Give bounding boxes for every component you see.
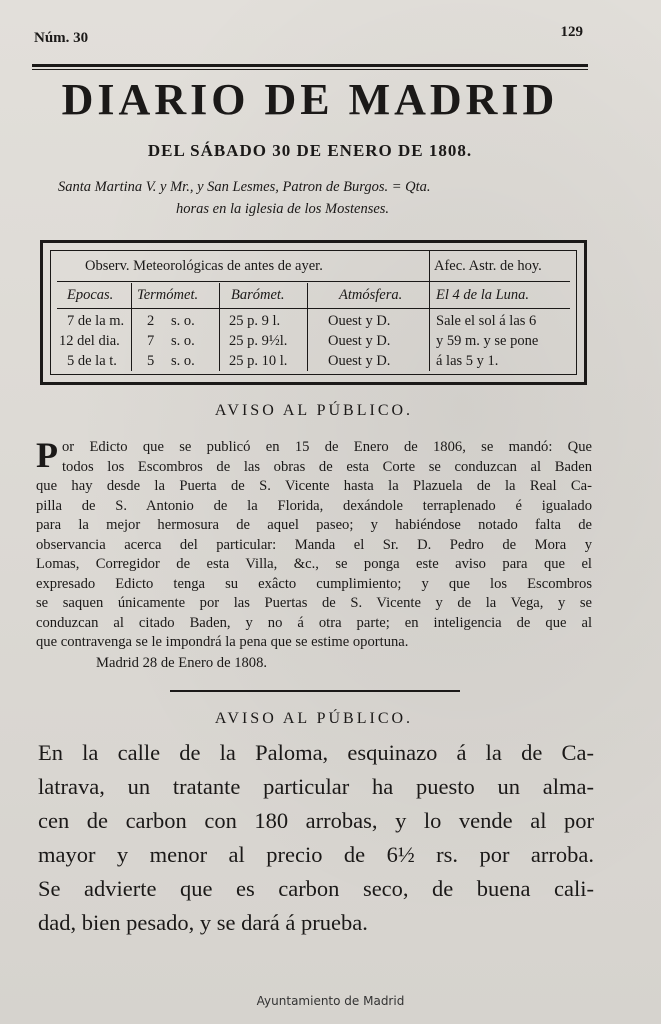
meteo-col-divider-3: [307, 283, 308, 371]
meteo-header-epocas: Epocas.: [67, 287, 114, 303]
aviso-1-line-10: conduzcan al citado Baden, y no á otra parte; en inteligencia de que al: [36, 614, 592, 631]
aviso-1-line-3: que hay desde la Puerta de S. Vicente hasta la Plazuela de la Real Ca-: [36, 478, 592, 494]
aviso-1-body: [36, 435, 592, 653]
source-attribution: Ayuntamiento de Madrid: [256, 994, 405, 1008]
saints-line-2: horas en la iglesia de los Mostenses.: [176, 201, 390, 217]
masthead-title: DIARIO DE MADRID: [61, 75, 559, 124]
aviso-1-line-9: se saquen únicamente por las Puertas de S. Vicente y de la Vega, y se: [36, 595, 592, 611]
meteo-table: [40, 240, 587, 385]
meteo-row-2-epoca: 12 del dia.: [59, 333, 120, 349]
meteo-row-1-epoca: 7 de la m.: [67, 313, 125, 329]
aviso-2-line-3: cen de carbon con 180 arrobas, y lo vende al por: [38, 808, 594, 833]
top-rule-thin: [32, 69, 588, 70]
meteo-row-3-barom: 25 p. 10 l.: [229, 353, 288, 369]
section-divider: [170, 690, 460, 692]
aviso-2-line-4: mayor y menor al precio de 6½ rs. por arroba.: [38, 842, 594, 867]
meteo-row-1-term-unit: s. o.: [171, 313, 195, 329]
aviso-2-body: [38, 736, 594, 940]
aviso-2-line-1: En la calle de la Paloma, esquinazo á la de Ca-: [38, 740, 594, 765]
meteo-header-barometro: Barómet.: [231, 287, 285, 303]
meteo-table-inner-border: [50, 250, 577, 375]
aviso-1-dropcap: P: [36, 435, 58, 475]
astro-line-2: y 59 m. y se pone: [436, 333, 539, 349]
saints-line-1: Santa Martina V. y Mr., y San Lesmes, Patron de Burgos. = Qta.: [58, 179, 431, 195]
aviso-2-line-2: latrava, un tratante particular ha puesto un alma-: [38, 774, 594, 799]
aviso-1-line-8: expresado Edicto tenga su exâcto cumplimiento; y que los Escombros: [36, 575, 592, 592]
meteo-row-3-epoca: 5 de la t.: [67, 353, 117, 369]
meteo-row-2-term-val: 7: [147, 333, 155, 349]
meteo-title-right: Afec. Astr. de hoy.: [434, 258, 542, 274]
meteo-header-termometro: Termómet.: [137, 287, 199, 303]
aviso-1-line-7: Lomas, Corregidor de esta Villa, &c., se ponga este aviso para que el: [36, 556, 592, 572]
meteo-row-3-term-unit: s. o.: [171, 353, 195, 369]
top-rule-thick: [32, 64, 588, 67]
aviso-2-line-5: Se advierte que es carbon seco, de buena cali-: [38, 876, 594, 901]
aviso-1-line-4: pilla de S. Antonio de la Florida, dexándole terraplenado é igualado: [36, 497, 592, 514]
aviso-1-line-11: que contravenga se le impondrá la pena que se estime oportuna.: [36, 634, 409, 650]
astro-line-3: á las 5 y 1.: [436, 353, 499, 369]
aviso-2-line-6: dad, bien pesado, y se dará á prueba.: [38, 910, 368, 935]
aviso-1-line-2: todos los Escombros de las obras de esta Corte se conduzcan al Baden: [62, 458, 592, 475]
meteo-row-3-atmos: Ouest y D.: [328, 353, 391, 369]
meteo-row-2-atmos: Ouest y D.: [328, 333, 391, 349]
saints-of-the-day: [58, 176, 578, 220]
page-number: 129: [560, 24, 583, 40]
meteo-title-left: Observ. Meteorológicas de antes de ayer.: [85, 258, 323, 274]
meteo-header-atmosfera: Atmósfera.: [339, 287, 403, 303]
meteo-row-2-term-unit: s. o.: [171, 333, 195, 349]
meteo-col-divider-1: [131, 283, 132, 371]
meteo-row-1-atmos: Ouest y D.: [328, 313, 391, 329]
meteo-col-divider-4: [429, 251, 430, 371]
issue-number: Núm. 30: [34, 30, 89, 46]
aviso-1-line-1: or Edicto que se publicó en 15 de Enero de 1806, se mandó: Que: [62, 439, 592, 455]
aviso-2-heading: AVISO AL PÚBLICO.: [214, 710, 414, 727]
aviso-1-line-6: observancia acerca del particular: Manda el Sr. D. Pedro de Mora y: [36, 536, 592, 553]
meteo-row-1-term-val: 2: [147, 313, 155, 329]
meteo-row-2-barom: 25 p. 9½l.: [229, 333, 288, 349]
aviso-1-heading: AVISO AL PÚBLICO.: [214, 402, 414, 419]
meteo-col-divider-2: [219, 283, 220, 371]
meteo-row-1-barom: 25 p. 9 l.: [229, 313, 281, 329]
meteo-title-rule: [57, 281, 570, 282]
date-line: DEL SÁBADO 30 DE ENERO DE 1808.: [147, 141, 473, 160]
meteo-header-rule: [57, 308, 570, 309]
astro-line-1: Sale el sol á las 6: [436, 313, 537, 329]
aviso-1-signoff: Madrid 28 de Enero de 1808.: [96, 655, 268, 671]
meteo-row-3-term-val: 5: [147, 353, 155, 369]
meteo-header-luna: El 4 de la Luna.: [436, 287, 530, 303]
aviso-1-line-5: para la mejor hermosura de aquel paseo; y habiéndose notado falta de: [36, 517, 592, 533]
